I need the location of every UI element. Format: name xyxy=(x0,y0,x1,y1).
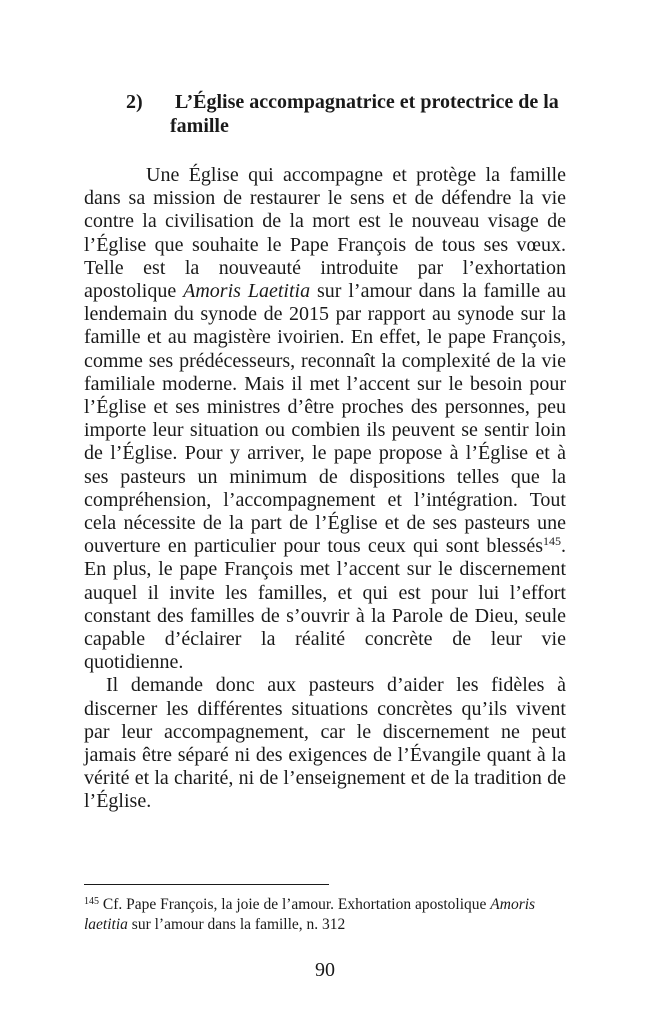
footnote-text-a: Cf. Pape François, la joie de l’amour. Exhortation apostolique xyxy=(99,896,491,913)
paragraph-1-text-c: . En plus, le pape François met l’accent sur le discernement auquel il invite les familles, et qui est pour lui l’effort constant des familles de s’ouvrir à la Parole de Dieu, seule capable d’éclairer la réalité concrète de leur vie quotidienne. xyxy=(84,535,566,674)
section-number: 2) xyxy=(126,91,143,113)
work-title-italic: Amoris Laetitia xyxy=(183,280,311,303)
footnote-work-title: Amoris laetitia xyxy=(84,896,536,933)
paragraph-1-text-a: Une Église qui accompagne et protège la famille dans sa mission de restaurer le sens et de défendre la vie contre la civilisation de la mort est le nouveau visage de l’Église que souhaite le Pape François de tous ses vœux. Telle est la nouveauté introduite par l’exhortation apostolique xyxy=(84,164,566,303)
page-number: 90 xyxy=(315,959,335,981)
paragraph-1 xyxy=(84,164,566,674)
footnote-separator xyxy=(84,884,329,885)
section-heading xyxy=(84,90,566,138)
footnote-text-b: sur l’amour dans la famille, n. 312 xyxy=(127,916,346,933)
section-title: L’Église accompagnatrice et protectrice de la famille xyxy=(170,91,559,137)
footnote-number: 145 xyxy=(84,896,99,907)
footnote xyxy=(84,895,566,935)
paragraph-1-text-b: sur l’amour dans la famille au lendemain du synode de 2015 par rapport au synode sur la famille et au magistère ivoirien. En effet, le pape François, comme ses prédécesseurs, reconnaît la complexité de la vie familiale moderne. Mais il met l’accent sur le besoin pour l’Église et ses ministres d’être proches des personnes, peu importe leur situation ou combien ils peuvent se sentir loin de l’Église. Pour y arriver, le pape propose à l’Église et à ses pasteurs un minimum de dispositions telles que la compréhension, l’accompagnement et l’intégration. Tout cela nécessite de la part de l’Église et de ses pasteurs une ouverture en particulier pour tous ceux qui sont blessés xyxy=(84,280,566,558)
page-body xyxy=(84,90,566,814)
paragraph-2: Il demande donc aux pasteurs d’aider les fidèles à discerner les différentes situations concrètes qu’ils vivent par leur accompagnement, car le discernement ne peut jamais être séparé ni des exigences de l’Évangile quant à la vérité et la charité, ni de l’enseignement et de la tradition de l’Église. xyxy=(84,674,566,813)
footnote-reference[interactable]: 145 xyxy=(543,534,561,549)
